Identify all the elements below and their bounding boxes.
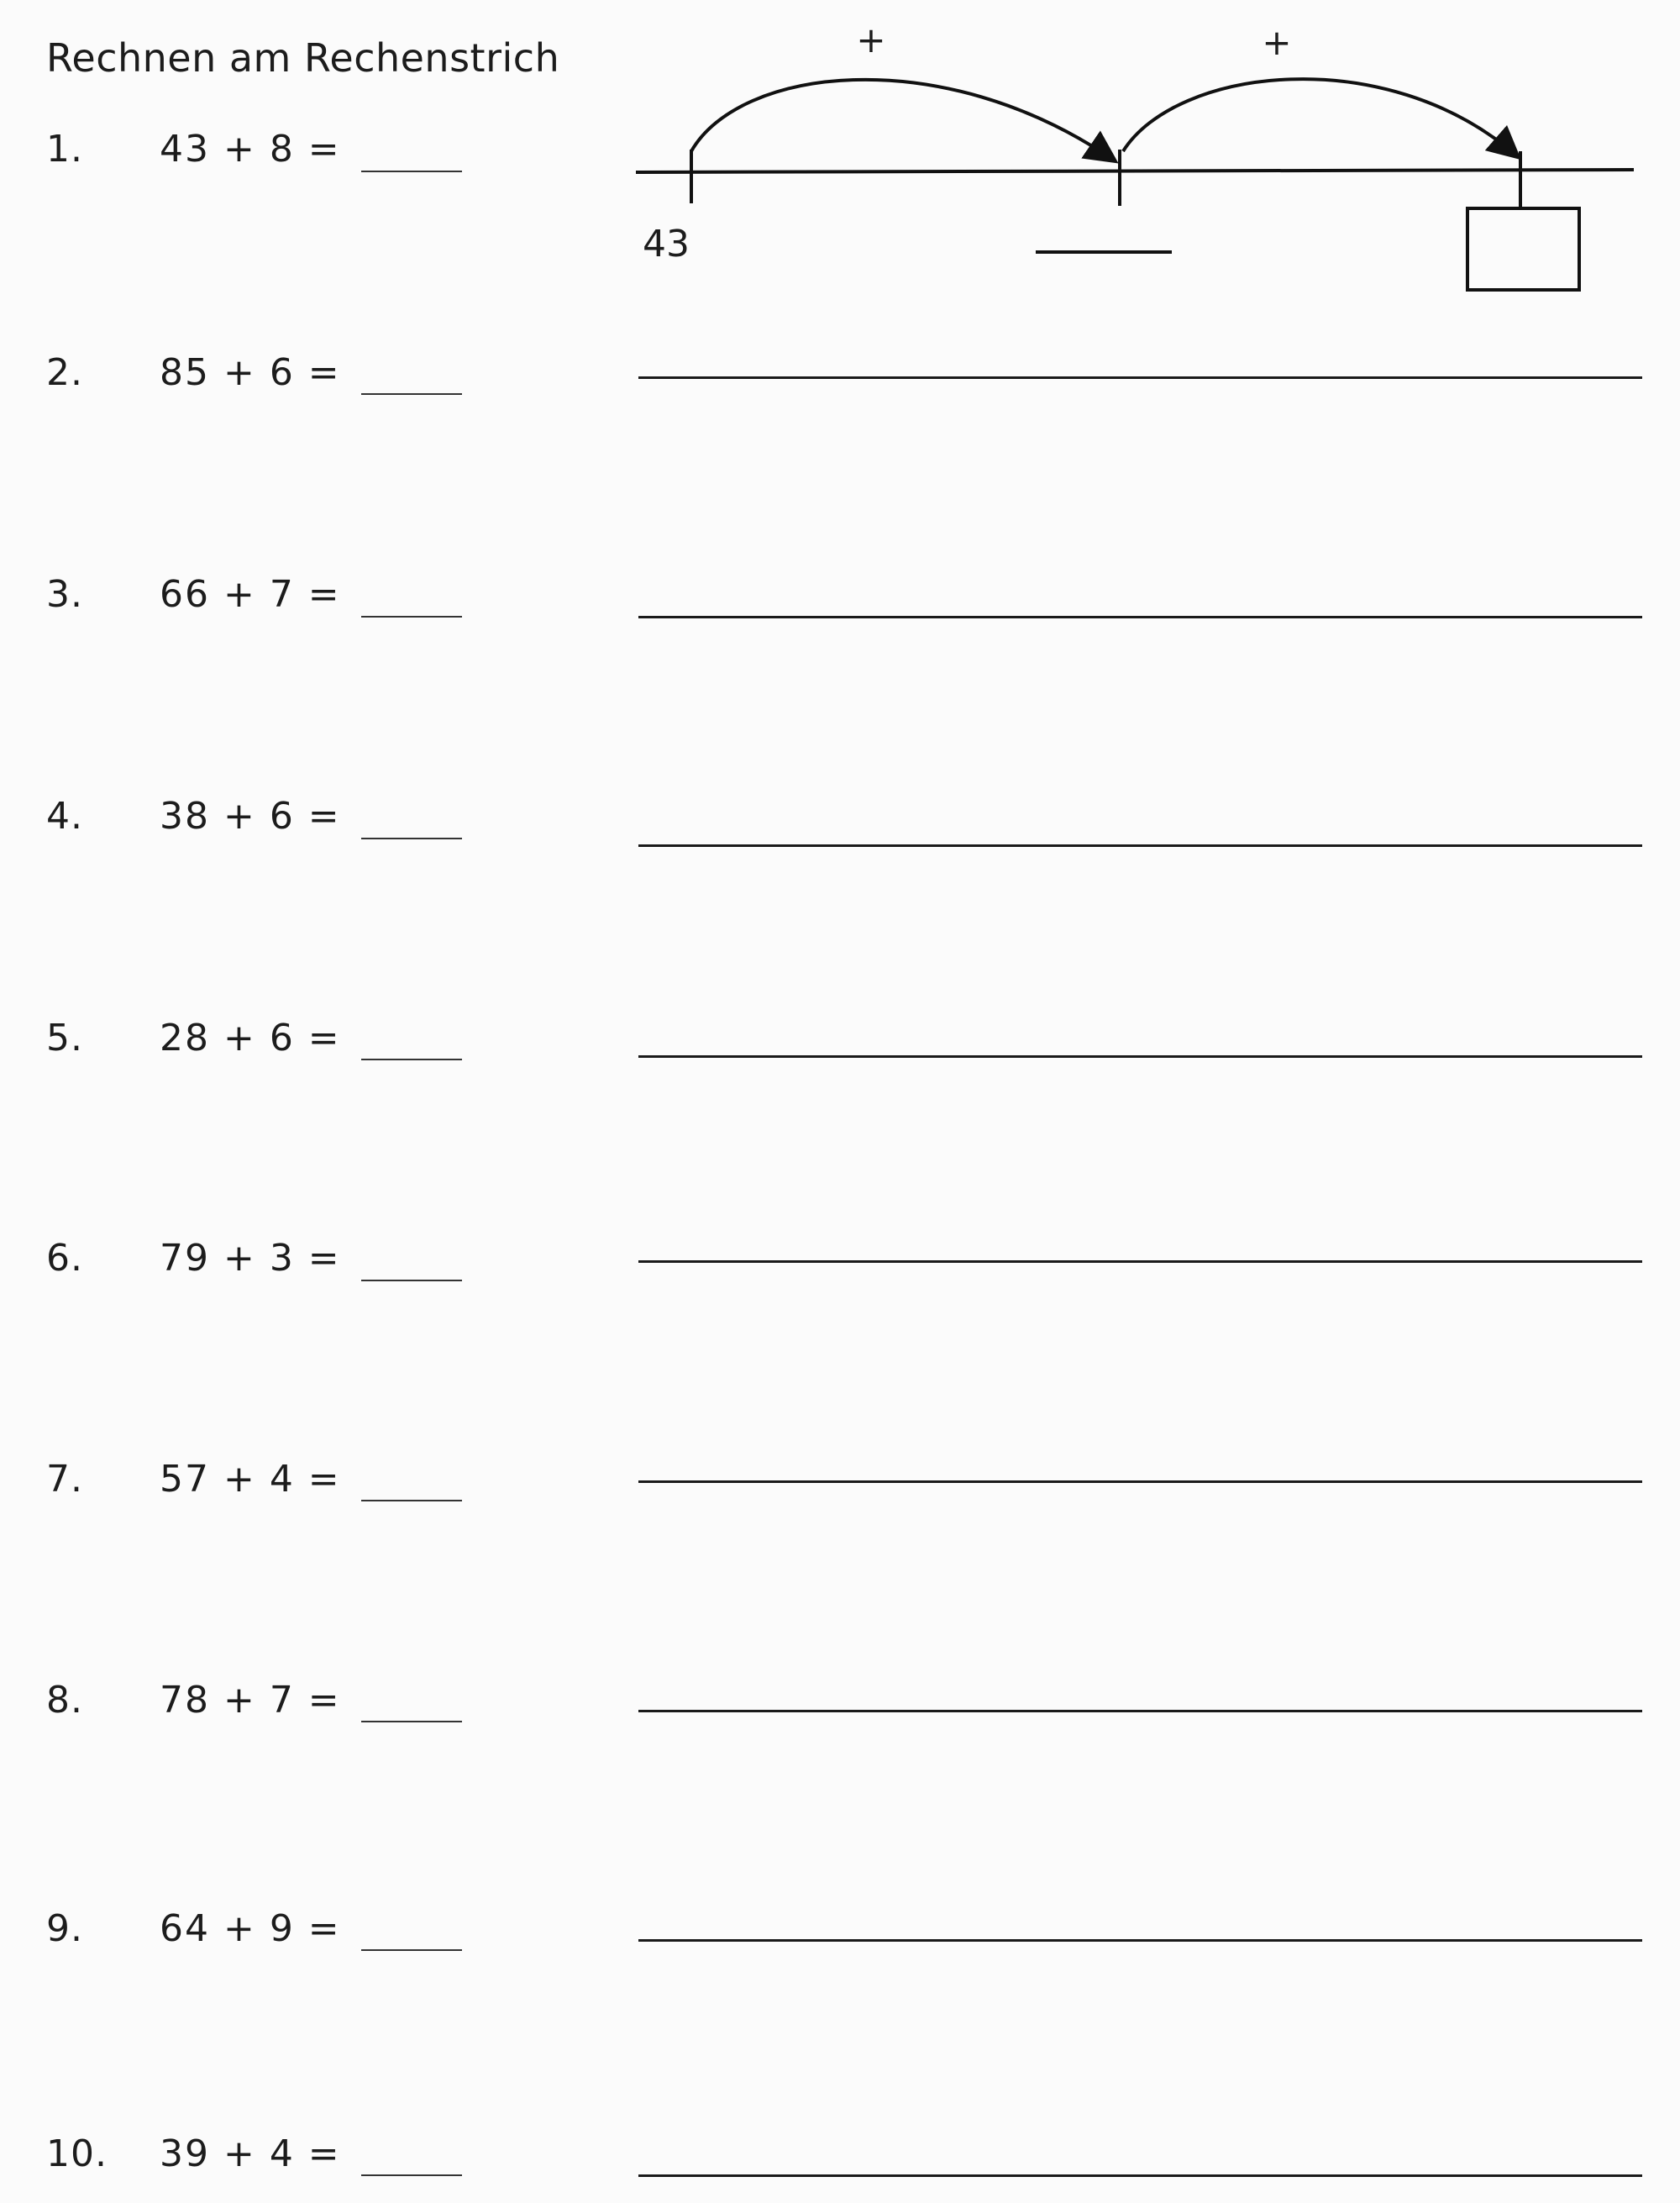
jump-1-sign: +	[856, 19, 886, 60]
problem-number: 2.	[46, 351, 83, 394]
problem-expression: 78 + 7 =	[160, 1679, 341, 1722]
example-number-line	[0, 0, 1680, 336]
problem-expression: 79 + 3 =	[160, 1237, 341, 1280]
number-line	[636, 170, 1634, 172]
work-line[interactable]	[638, 1710, 1642, 1712]
answer-blank[interactable]	[361, 838, 462, 839]
problem-number: 3.	[46, 573, 83, 616]
answer-blank[interactable]	[361, 1721, 462, 1722]
problem-expression: 28 + 6 =	[160, 1017, 341, 1059]
answer-blank[interactable]	[361, 1500, 462, 1501]
answer-blank[interactable]	[361, 2174, 462, 2176]
work-line[interactable]	[638, 1260, 1642, 1263]
answer-blank[interactable]	[361, 1949, 462, 1951]
problem-expression: 39 + 4 =	[160, 2132, 341, 2175]
problem-number: 7.	[46, 1458, 83, 1501]
problem-number: 8.	[46, 1679, 83, 1722]
answer-blank[interactable]	[361, 1280, 462, 1281]
worksheet-title: Rechnen am Rechenstrich	[46, 35, 560, 81]
problem-number: 10.	[46, 2132, 108, 2175]
jump-arc-2	[1123, 79, 1516, 155]
problem-number: 1.	[46, 128, 83, 171]
problem-number: 5.	[46, 1017, 83, 1059]
problem-expression: 66 + 7 =	[160, 573, 341, 616]
problem-expression: 64 + 9 =	[160, 1907, 341, 1950]
work-line[interactable]	[638, 1939, 1642, 1942]
start-value-label: 43	[643, 223, 690, 266]
problem-expression: 85 + 6 =	[160, 351, 341, 394]
problem-expression: 43 + 8 =	[160, 128, 341, 171]
problem-number: 6.	[46, 1237, 83, 1280]
work-line[interactable]	[638, 616, 1642, 618]
problem-expression: 57 + 4 =	[160, 1458, 341, 1501]
answer-blank[interactable]	[361, 393, 462, 395]
problem-number: 4.	[46, 795, 83, 838]
problem-expression: 38 + 6 =	[160, 795, 341, 838]
jump-2-sign: +	[1262, 22, 1292, 63]
answer-blank[interactable]	[361, 1059, 462, 1060]
jump-arc-1	[691, 80, 1113, 160]
work-line[interactable]	[638, 2174, 1642, 2177]
work-line[interactable]	[638, 844, 1642, 847]
work-line[interactable]	[638, 1480, 1642, 1483]
work-line[interactable]	[638, 1055, 1642, 1058]
answer-blank[interactable]	[361, 616, 462, 618]
work-line[interactable]	[638, 376, 1642, 379]
problem-number: 9.	[46, 1907, 83, 1950]
result-box	[1467, 208, 1579, 290]
